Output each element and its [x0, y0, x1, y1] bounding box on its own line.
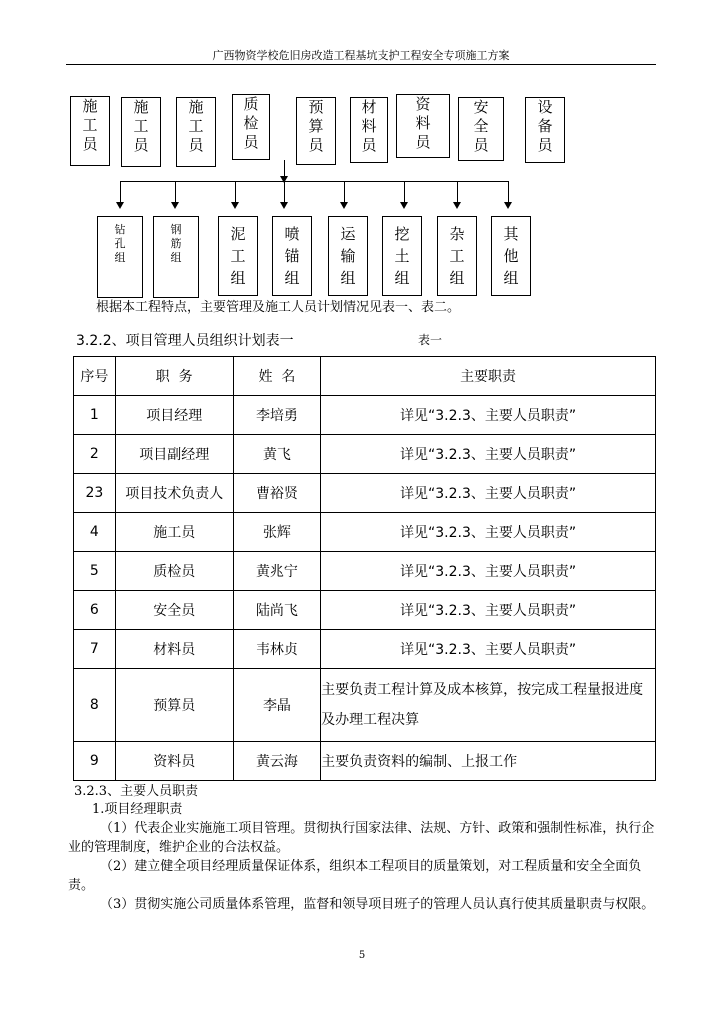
cell-role: 项目经理: [115, 396, 233, 435]
group-label: 钢 筋 组: [170, 223, 182, 264]
role-label: 施 工 员: [133, 98, 149, 154]
section-item: （3）贯彻实施公司质量体系管理，监督和领导项目班子的管理人员认真行使其质量职责与权限。: [100, 897, 655, 912]
table-row: [74, 513, 656, 552]
arrow-down-icon: [280, 202, 288, 209]
connector-line: [344, 181, 345, 203]
header-role: 职 务: [115, 357, 233, 396]
role-box: [458, 97, 504, 161]
cell-no: 9: [74, 742, 116, 781]
cell-duty: 主要负责资料的编制、上报工作: [321, 742, 656, 781]
arrow-down-icon: [231, 202, 239, 209]
table-row: [74, 630, 656, 669]
group-label: 运 输 组: [340, 225, 356, 287]
cell-no: 4: [74, 513, 116, 552]
cell-role: 项目副经理: [115, 435, 233, 474]
section-item: （2）建立健全项目经理质量保证体系，组织本工程项目的质量策划，对工程质量和安全全面负责。: [68, 859, 642, 893]
group-label: 挖 土 组: [394, 225, 410, 287]
intro-paragraph: 根据本工程特点，主要管理及施工人员计划情况见表一、表二。: [96, 300, 461, 315]
staff-plan-table: [73, 356, 656, 781]
role-box: [525, 97, 565, 163]
role-box: [232, 94, 270, 160]
cell-role: 施工员: [115, 513, 233, 552]
cell-duty: 详见“3.2.3、主要人员职责”: [321, 630, 656, 669]
table-tag: 表一: [418, 333, 443, 347]
table-title: 3.2.2、项目管理人员组织计划表一: [76, 333, 294, 349]
cell-role: 质检员: [115, 552, 233, 591]
connector-line: [508, 181, 509, 203]
section-heading: 3.2.3、主要人员职责: [74, 784, 199, 799]
page-header: 广西物资学校危旧房改造工程基坑支护工程安全专项施工方案: [66, 48, 656, 65]
cell-name: 陆尚飞: [233, 591, 320, 630]
connector-line: [120, 181, 121, 203]
cell-no: 5: [74, 552, 116, 591]
role-label: 安 全 员: [473, 98, 489, 154]
group-label: 钻 孔 组: [114, 223, 126, 264]
arrow-down-icon: [171, 202, 179, 209]
cell-no: 7: [74, 630, 116, 669]
table-header-row: [74, 357, 656, 396]
group-label: 喷 锚 组: [284, 225, 300, 287]
role-box: [176, 97, 216, 167]
cell-name: 黄飞: [233, 435, 320, 474]
cell-name: 曹裕贤: [233, 474, 320, 513]
table-row: [74, 591, 656, 630]
role-label: 施 工 员: [82, 97, 98, 153]
cell-name: 黄兆宁: [233, 552, 320, 591]
table-row: [74, 474, 656, 513]
cell-role: 安全员: [115, 591, 233, 630]
group-label: 泥 工 组: [230, 225, 246, 287]
cell-role: 项目技术负责人: [115, 474, 233, 513]
connector-line: [404, 181, 405, 203]
arrow-down-icon: [340, 202, 348, 209]
cell-role: 预算员: [115, 669, 233, 742]
cell-duty: 详见“3.2.3、主要人员职责”: [321, 591, 656, 630]
cell-no: 2: [74, 435, 116, 474]
cell-role: 资料员: [115, 742, 233, 781]
group-box: [272, 216, 312, 296]
group-box: [437, 216, 477, 296]
group-label: 杂 工 组: [449, 225, 465, 287]
role-label: 质 检 员: [243, 95, 259, 151]
connector-line: [120, 181, 508, 182]
role-label: 设 备 员: [537, 98, 553, 154]
section-item: （1）代表企业实施施工项目管理。贯彻执行国家法律、法规、方针、政策和强制性标准，执行企业的管理制度，维护企业的合法权益。: [68, 821, 655, 855]
page-number: 5: [358, 950, 366, 961]
role-label: 施 工 员: [188, 98, 204, 154]
arrow-down-icon: [453, 202, 461, 209]
cell-duty: 详见“3.2.3、主要人员职责”: [321, 396, 656, 435]
arrow-down-icon: [280, 176, 288, 183]
cell-name: 李培勇: [233, 396, 320, 435]
group-box: [382, 216, 422, 296]
header-name: 姓 名: [233, 357, 320, 396]
group-box: [97, 216, 143, 298]
cell-name: 黄云海: [233, 742, 320, 781]
group-box: [328, 216, 368, 296]
role-label: 资 料 员: [415, 95, 431, 151]
role-label: 预 算 员: [308, 98, 324, 154]
group-label: 其 他 组: [503, 225, 519, 287]
role-label: 材 料 员: [361, 98, 377, 154]
group-box: [218, 216, 258, 296]
section-subheading: 1.项目经理职责: [92, 802, 183, 817]
connector-line: [284, 181, 285, 203]
cell-duty: 主要负责工程计算及成本核算，按完成工程量报进度及办理工程决算: [321, 669, 656, 742]
cell-role: 材料员: [115, 630, 233, 669]
cell-name: 韦林贞: [233, 630, 320, 669]
table-row: [74, 396, 656, 435]
group-box: [153, 216, 199, 298]
cell-name: 张辉: [233, 513, 320, 552]
header-no: 序号: [74, 357, 116, 396]
cell-duty: 详见“3.2.3、主要人员职责”: [321, 513, 656, 552]
connector-line: [457, 181, 458, 203]
cell-duty: 详见“3.2.3、主要人员职责”: [321, 435, 656, 474]
header-duty: 主要职责: [321, 357, 656, 396]
connector-line: [235, 181, 236, 203]
role-box: [296, 97, 336, 165]
table-row: [74, 742, 656, 781]
role-box: [350, 97, 388, 163]
role-box: [70, 96, 110, 166]
arrow-down-icon: [400, 202, 408, 209]
table-row: [74, 435, 656, 474]
table-row: [74, 669, 656, 742]
arrow-down-icon: [116, 202, 124, 209]
role-box: [121, 97, 161, 167]
group-box: [491, 216, 531, 296]
connector-line: [175, 181, 176, 203]
cell-no: 23: [74, 474, 116, 513]
table-row: [74, 552, 656, 591]
cell-no: 1: [74, 396, 116, 435]
cell-duty: 详见“3.2.3、主要人员职责”: [321, 552, 656, 591]
cell-name: 李晶: [233, 669, 320, 742]
cell-no: 8: [74, 669, 116, 742]
cell-no: 6: [74, 591, 116, 630]
cell-duty: 详见“3.2.3、主要人员职责”: [321, 474, 656, 513]
role-box: [396, 94, 450, 158]
arrow-down-icon: [504, 202, 512, 209]
